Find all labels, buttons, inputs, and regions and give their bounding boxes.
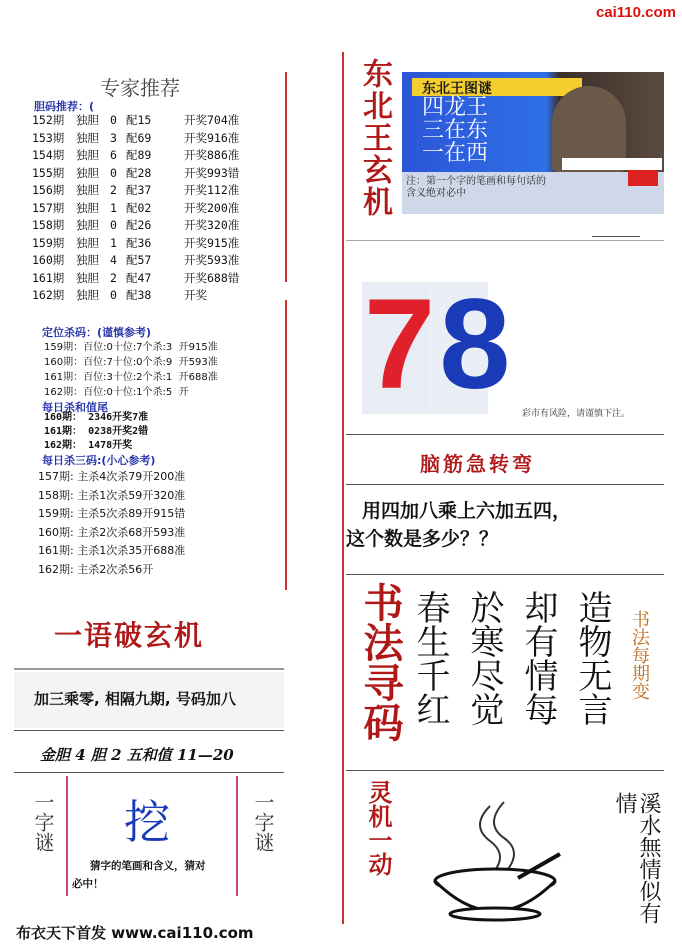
yiyu-text-box: [14, 672, 284, 728]
dingwei-header: 定位杀码：(谨慎参考): [42, 326, 152, 339]
danma-cell: 4: [110, 253, 117, 267]
danma-cell: 独胆: [76, 183, 99, 197]
poem-column: 春生千红: [410, 590, 450, 726]
danma-cell: 154期: [32, 148, 65, 162]
sansan-row: 161期: 主杀1次杀35开688准: [38, 544, 186, 557]
poem-column: 却有情每: [518, 590, 558, 726]
banner-lines: 四龙王 三在东 一在西: [422, 95, 489, 166]
danma-cell: 独胆: [76, 130, 99, 145]
danma-cell: 160期: [32, 253, 65, 267]
danma-cell: 开奖688错: [184, 270, 240, 285]
danma-row: [32, 130, 264, 148]
danma-cell: 153期: [32, 130, 65, 145]
divider: [346, 574, 664, 575]
yiyu-title: 一语破玄机: [54, 619, 205, 652]
danma-cell: 配02: [126, 200, 152, 215]
danma-cell: 独胆: [76, 200, 99, 215]
danma-cell: 独胆: [76, 165, 99, 180]
hezhi-header: 每日杀和值尾: [42, 401, 108, 414]
danma-cell: 独胆: [76, 113, 99, 127]
danma-cell: 开奖704准: [184, 113, 240, 127]
sansan-header: 每日杀三码:(小心参考): [42, 454, 156, 467]
danma-row: [32, 165, 264, 183]
danma-cell: 开奖320准: [184, 218, 240, 232]
danma-row: [32, 287, 264, 305]
danma-cell: 配38: [126, 288, 152, 302]
danma-cell: 配37: [126, 183, 152, 197]
sansan-row: 162期: 主杀2次杀56开: [38, 562, 154, 576]
danma-cell: 配47: [126, 270, 152, 285]
danma-cell: 152期: [32, 113, 65, 127]
zimi-right-label: 一字谜: [251, 792, 275, 852]
danma-cell: 6: [110, 148, 117, 162]
sansan-row: 157期: 主杀4次杀79开200准: [38, 470, 186, 483]
danma-cell: 开奖200准: [184, 200, 240, 215]
danma-cell: 配28: [126, 165, 152, 180]
zimi-note: 猜字的笔画和含义，猜对: [90, 860, 206, 872]
divider: [346, 770, 664, 771]
vertical-title: 东北王玄机: [357, 58, 392, 218]
sansan-list: [38, 468, 185, 579]
yiyu-text: 加三乘零, 相隔九期, 号码加八: [34, 690, 236, 708]
side-poem: 溪水無情似有情: [612, 792, 661, 924]
zimi-left-label: 一字谜: [31, 792, 55, 852]
danma-cell: 配57: [126, 253, 152, 267]
yiyu-box: [14, 604, 284, 670]
danma-row: [32, 235, 264, 253]
naojin-title: 脑筋急转弯: [420, 452, 535, 476]
danma-row: [32, 182, 264, 200]
danma-row: [32, 147, 264, 165]
divider: [346, 434, 664, 435]
dingwei-row: 162期：百位:0十位:1个杀:5 开: [44, 387, 189, 398]
danma-cell: 158期: [32, 218, 65, 232]
divider: [14, 730, 284, 731]
divider: [236, 776, 238, 896]
danma-cell: 3: [110, 130, 117, 145]
danma-cell: 开奖: [184, 288, 207, 302]
danma-cell: 配69: [126, 130, 152, 145]
danma-cell: 配36: [126, 235, 152, 250]
danma-header: 胆码推荐：(: [34, 100, 95, 113]
riddle-line2: 这个数是多少？？: [346, 528, 499, 550]
danma-cell: 独胆: [76, 288, 99, 302]
danma-cell: 1: [110, 235, 117, 250]
footer[interactable]: 布衣天下首发 www.cai110.com: [16, 924, 254, 942]
danma-cell: 开奖993错: [184, 165, 240, 180]
banner: [402, 72, 664, 214]
riddle-line1: 用四加八乘上六加五四，: [362, 500, 572, 522]
calligraphy-poem: [412, 590, 612, 760]
dingwei-list: [44, 338, 218, 398]
danma-cell: 1: [110, 200, 117, 215]
banner-note: 注：第一个字的笔画和每句话的含义绝对必中: [406, 176, 546, 199]
danma-cell: 开奖915准: [184, 235, 240, 250]
banner-top: 东北王图谜: [422, 81, 492, 97]
zimi-box: [20, 776, 284, 898]
dingwei-row: 159期：百位:0十位:7个杀:3 开915准: [44, 342, 218, 353]
danma-row: [32, 270, 264, 288]
number-seven: 7: [364, 273, 440, 416]
divider: [14, 772, 284, 773]
dingwei-row: 161期：百位:3十位:2个杀:1 开688准: [44, 372, 218, 383]
banner-white-strip: [562, 158, 662, 170]
shufa-title: 书法寻码: [357, 582, 404, 742]
danma-cell: 配15: [126, 113, 152, 127]
hezhi-row: 162期： 1478开奖: [44, 440, 133, 451]
zimi-char: 挖: [124, 795, 170, 849]
hezhi-list: [44, 408, 148, 450]
lingji-title: 灵机一动: [364, 780, 393, 876]
danma-cell: 独胆: [76, 235, 99, 250]
sansan-row: 160期: 主杀2次杀68开593准: [38, 525, 186, 539]
danma-cell: 配89: [126, 148, 152, 162]
danma-cell: 161期: [32, 270, 65, 285]
shufa-side: 书法每期变: [629, 610, 650, 700]
divider: [285, 300, 287, 590]
divider: [592, 236, 640, 237]
danma-cell: 162期: [32, 288, 65, 302]
poem-column: 造物无言: [572, 590, 612, 726]
poem-column: 於寒尽觉: [464, 590, 504, 726]
divider: [346, 240, 664, 241]
danma-cell: 配26: [126, 218, 152, 232]
danma-cell: 2: [110, 270, 117, 285]
danma-cell: 0: [110, 218, 117, 232]
hezhi-row: 161期： 0238开奖2错: [44, 426, 149, 437]
danma-cell: 开奖112准: [184, 183, 240, 197]
big-numbers: [364, 270, 514, 420]
danma-cell: 开奖886准: [184, 148, 240, 162]
danma-cell: 开奖593准: [184, 253, 240, 267]
risk-note: 彩市有风险，请谨慎下注。: [522, 409, 631, 419]
danma-cell: 开奖916准: [184, 130, 240, 145]
danma-cell: 2: [110, 183, 117, 197]
danma-row: [32, 217, 264, 235]
divider: [342, 52, 344, 924]
section-title-experts: 专家推荐: [100, 76, 180, 100]
danma-cell: 155期: [32, 165, 65, 180]
danma-cell: 独胆: [76, 218, 99, 232]
sansan-row: 158期: 主杀1次杀59开320准: [38, 488, 186, 502]
danma-cell: 156期: [32, 183, 65, 197]
dingwei-row: 160期：百位:7十位:0个杀:9 开593准: [44, 357, 218, 368]
hezhi-row: 160期： 2346开奖7准: [44, 412, 149, 423]
danma-cell: 159期: [32, 235, 65, 250]
danma-list: [32, 112, 264, 305]
danma-cell: 0: [110, 113, 117, 127]
divider: [285, 72, 287, 282]
danma-row: [32, 200, 264, 218]
divider: [346, 484, 664, 485]
zimi-note: 必中！: [72, 878, 104, 890]
sansan-row: 159期: 主杀5次杀89开915错: [38, 507, 186, 520]
danma-cell: 独胆: [76, 148, 99, 162]
stamp: [628, 170, 658, 186]
danma-cell: 0: [110, 288, 117, 302]
number-seven: [364, 273, 514, 416]
jindan-text: 金胆 4 胆 2 五和值 11—20: [40, 746, 234, 764]
danma-cell: 157期: [32, 200, 65, 215]
site-label[interactable]: cai110.com: [595, 4, 676, 21]
danma-cell: 0: [110, 165, 117, 180]
divider: [66, 776, 68, 896]
number-eight: 8: [439, 273, 515, 416]
danma-row: [32, 252, 264, 270]
danma-cell: 独胆: [76, 253, 99, 267]
danma-cell: 独胆: [76, 270, 99, 285]
danma-row: [32, 112, 264, 130]
tea-bowl-icon: [420, 796, 570, 926]
